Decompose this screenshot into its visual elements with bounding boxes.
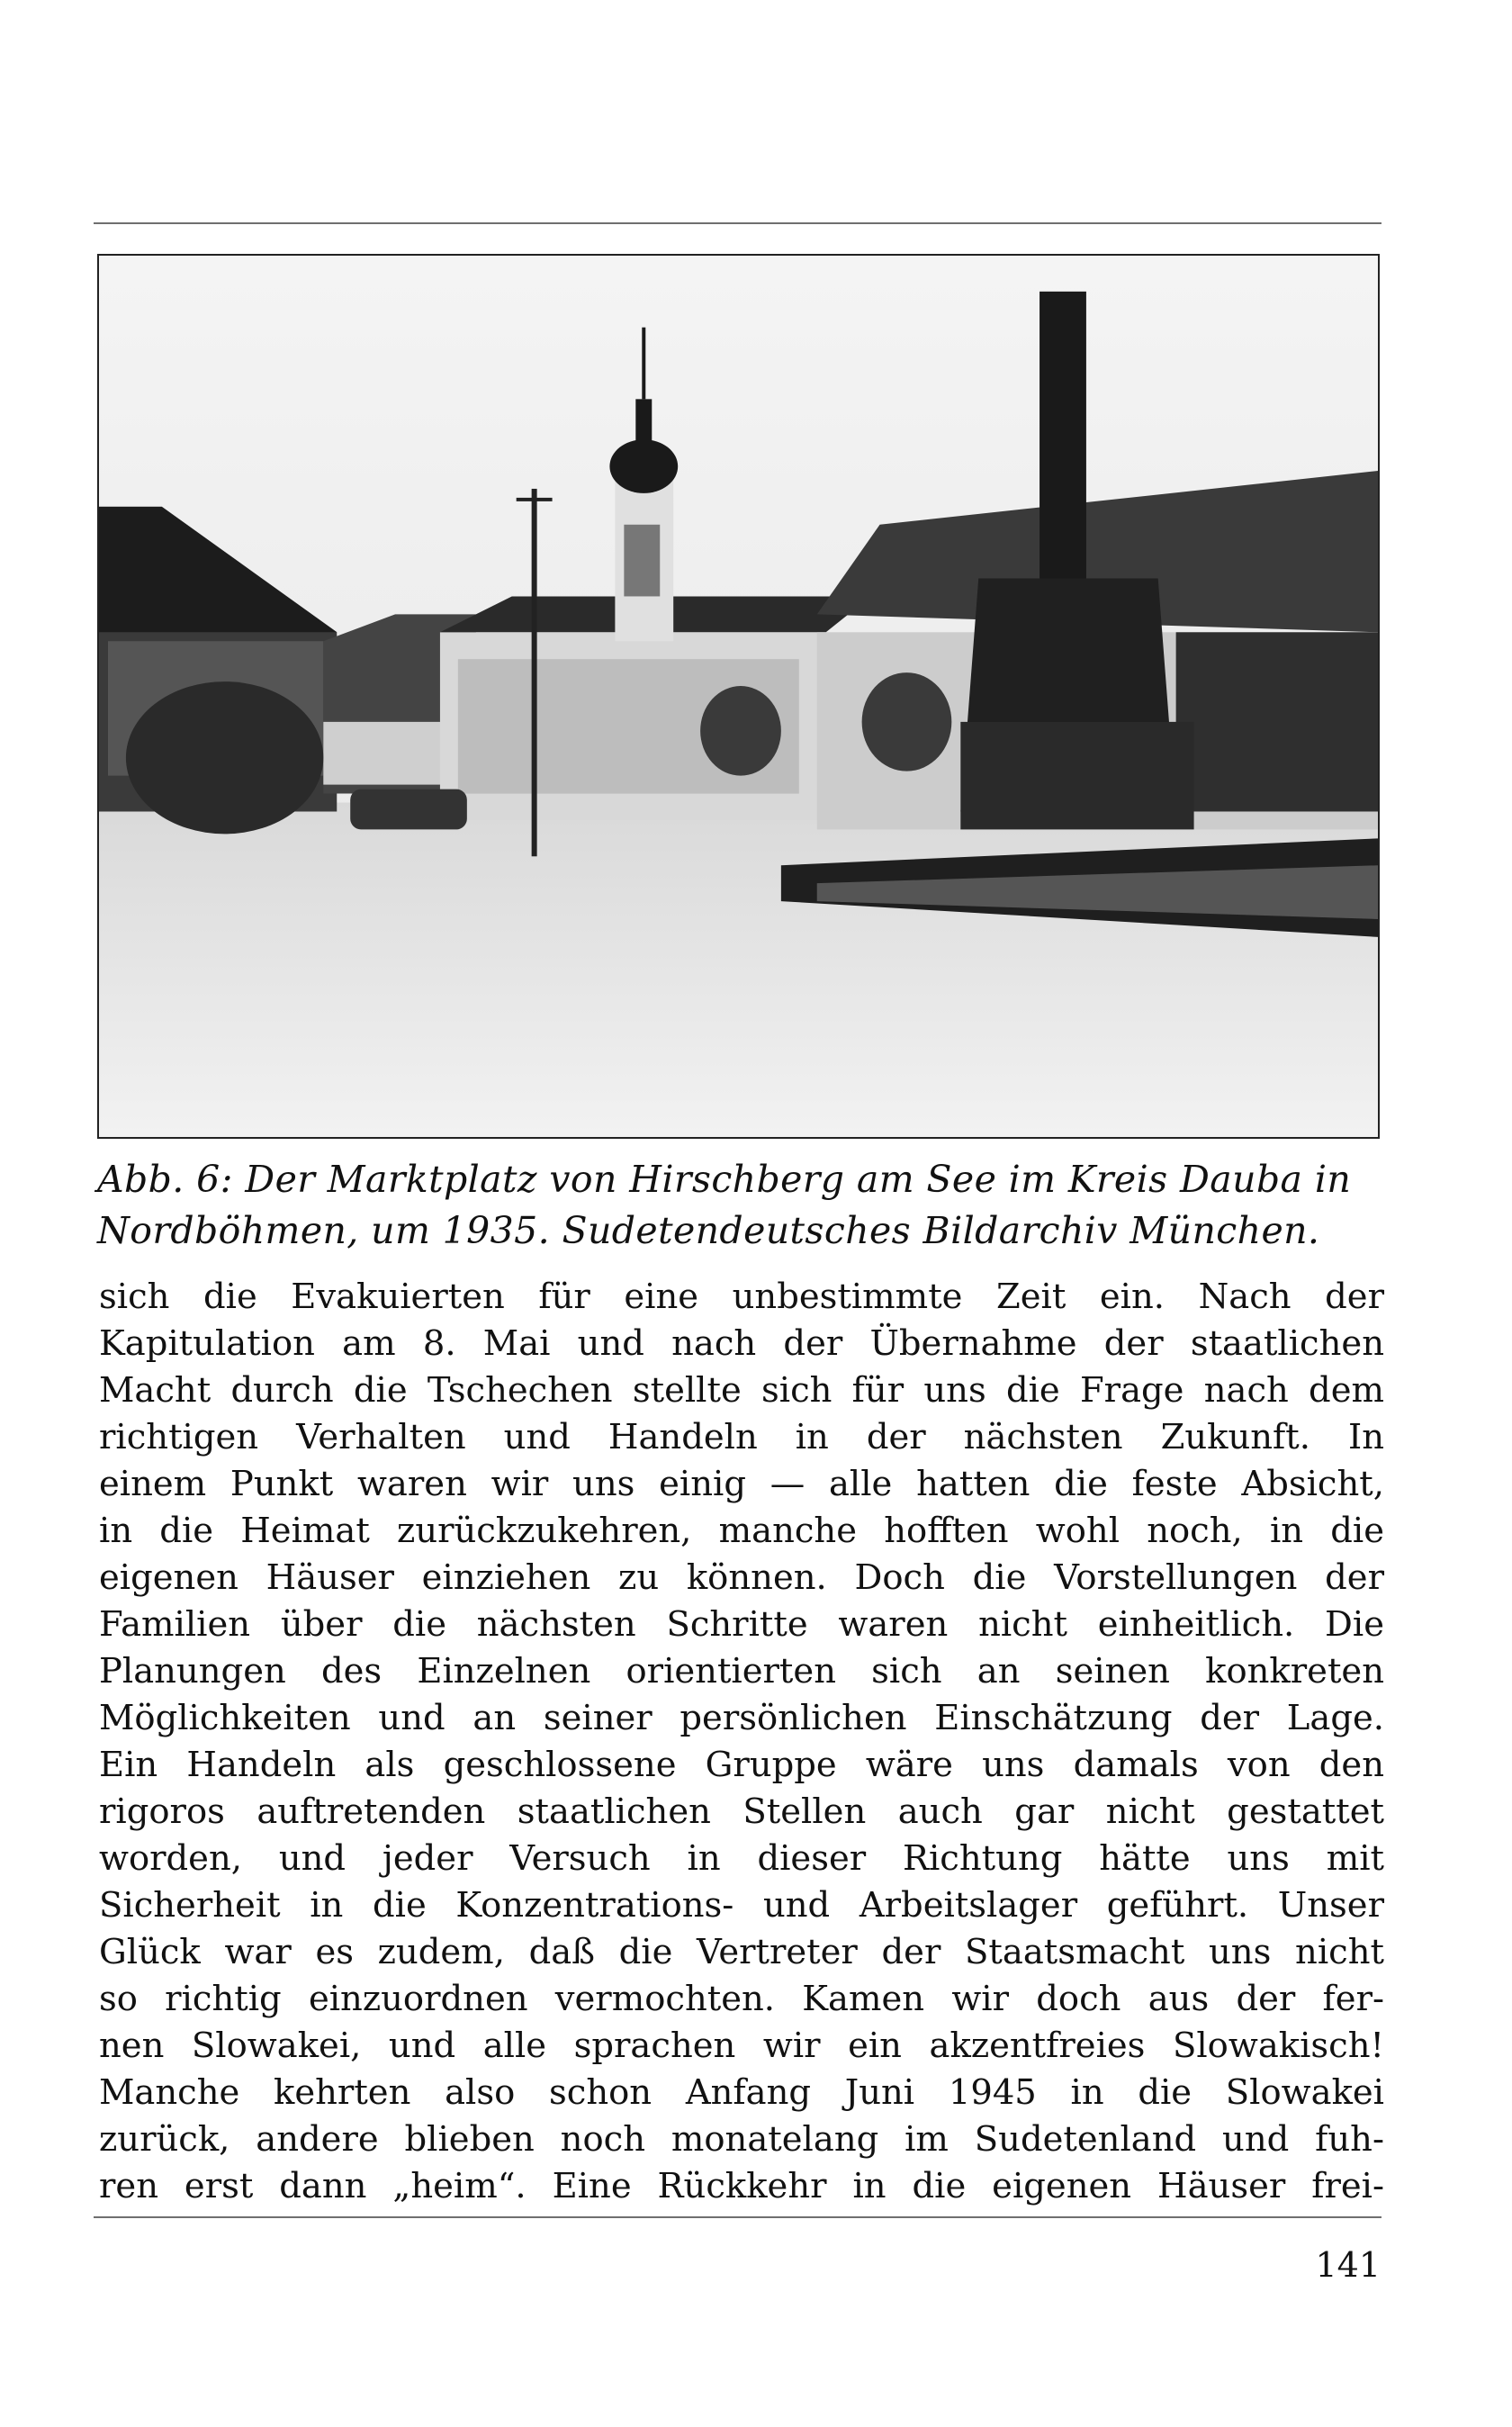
figure-caption — [97, 1154, 1393, 1257]
top-rule — [94, 222, 1382, 224]
caption-line: Nordböhmen, um 1935. Sudetendeutsches Bildarchiv München. — [97, 1209, 1320, 1252]
bottom-rule — [94, 2216, 1382, 2218]
body-line: Familien über die nächsten Schritte waren nicht einheitlich. Die — [99, 1604, 1384, 1645]
body-line: so richtig einzuordnen vermochten. Kamen wir doch aus der fer- — [99, 1979, 1384, 2019]
caption-line: Abb. 6: Der Marktplatz von Hirschberg am See im Kreis Dauba in — [97, 1158, 1352, 1201]
body-line: zurück, andere blieben noch monatelang im Sudetenland und fuh- — [99, 2119, 1384, 2160]
marketplace-photo — [97, 254, 1380, 1139]
body-line: Macht durch die Tschechen stellte sich für uns die Frage nach dem — [99, 1370, 1384, 1411]
body-line: sich die Evakuierten für eine unbestimmte Zeit ein. Nach der — [99, 1277, 1384, 1317]
body-line: ren erst dann „heim“. Eine Rückkehr in die eigenen Häuser frei- — [99, 2166, 1384, 2206]
body-line: Ein Handeln als geschlossene Gruppe wäre uns damals von den — [99, 1745, 1384, 1785]
body-line: worden, und jeder Versuch in dieser Richtung hätte uns mit — [99, 1838, 1384, 1879]
body-line: rigoros auftretenden staatlichen Stellen auch gar nicht gestattet — [99, 1791, 1384, 1832]
photo-drawing — [99, 256, 1378, 1137]
body-text — [99, 1274, 1384, 2210]
body-line: Planungen des Einzelnen orientierten sich an seinen konkreten — [99, 1651, 1384, 1692]
body-line: Möglichkeiten und an seiner persönlichen Einschätzung der Lage. — [99, 1698, 1384, 1738]
body-line: Glück war es zudem, daß die Vertreter der Staatsmacht uns nicht — [99, 1932, 1384, 1972]
body-line: Manche kehrten also schon Anfang Juni 1945 in die Slowakei — [99, 2072, 1384, 2113]
body-line: richtigen Verhalten und Handeln in der nächsten Zukunft. In — [99, 1417, 1384, 1457]
body-line: Sicherheit in die Konzentrations- und Arbeitslager geführt. Unser — [99, 1885, 1384, 1926]
body-line: nen Slowakei, und alle sprachen wir ein akzentfreies Slowakisch! — [99, 2026, 1384, 2066]
body-line: einem Punkt waren wir uns einig — alle hatten die feste Absicht, — [99, 1464, 1384, 1504]
body-line: Kapitulation am 8. Mai und nach der Übernahme der staatlichen — [99, 1323, 1384, 1364]
body-line: eigenen Häuser einziehen zu können. Doch die Vorstellungen der — [99, 1557, 1384, 1598]
body-line: in die Heimat zurückzukehren, manche hofften wohl noch, in die — [99, 1511, 1384, 1551]
page-number: 141 — [1315, 2245, 1381, 2285]
